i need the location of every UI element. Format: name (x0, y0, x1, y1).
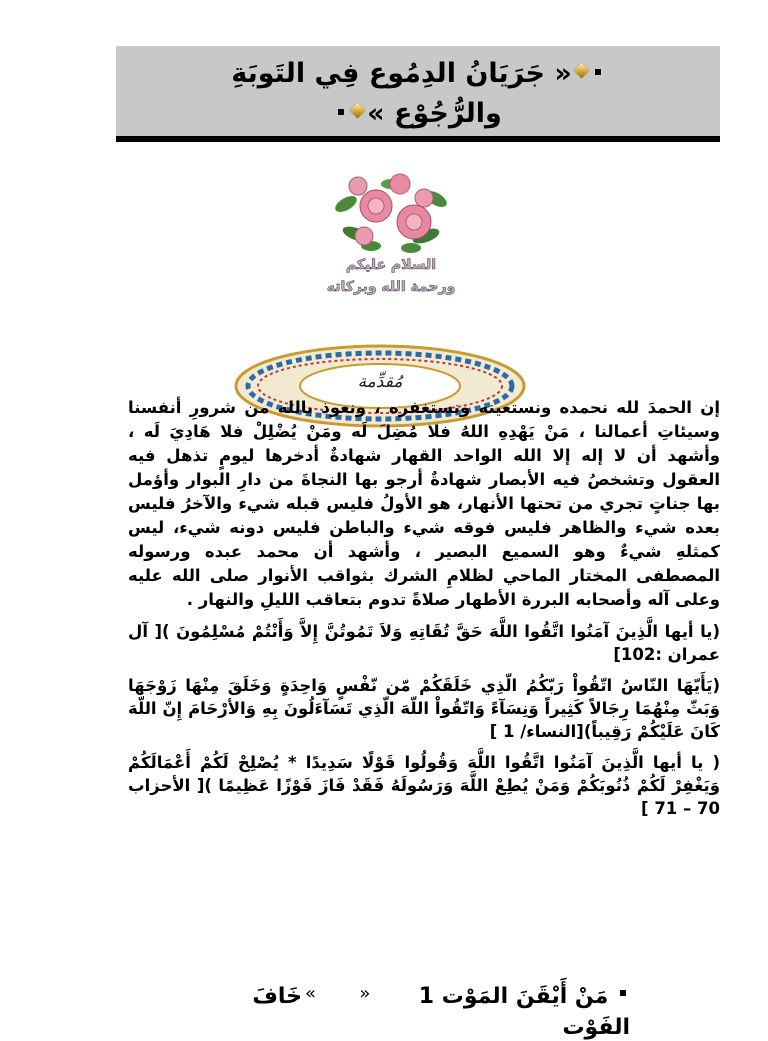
diamond-ornament-icon (573, 63, 589, 79)
square-bullet-icon (620, 990, 626, 996)
square-bullet-icon (338, 109, 344, 115)
verse-al-ahzab: ( يا أيها الَّذِينَ آمَنُوا اتَّقُوا اللَّهَ وَقُولُوا قَوْلًا سَدِيدًا * يُصْلِحْ لَكُمْ أَعْمَالَكُمْ وَيَغْفِرْ لَكُمْ ذُنُوبَكُمْ وَمَنْ يُطِعْ اللَّهَ وَرَسُولَهُ فَقَدْ فَازَ فَوْزًا عَظِيمًا )[ الأحزاب 70 – 71 ] (128, 753, 720, 818)
body-text (128, 396, 720, 820)
frame-label: مُقدِّمة (357, 372, 403, 392)
greeting-line-2: ورحمة الله وبركاته (326, 279, 456, 295)
diamond-ornament-icon (350, 103, 366, 119)
greeting-line-1: السلام عليكم (345, 257, 437, 273)
title-box (116, 46, 720, 142)
rose-blooms (349, 174, 433, 245)
section-heading-text: مَنْ أَيْقَنَ المَوْت 1 (418, 984, 609, 1009)
title-line-2 (116, 94, 720, 134)
title-line-1 (116, 54, 720, 94)
title-text-2: والرُّجُوْع » (367, 98, 502, 129)
guillemet-open: « (359, 983, 371, 1004)
section-heading-overflow: الفَوْت (562, 1015, 630, 1040)
verse-al-imran: (يا أيها الَّذِينَ آمَنُوا اتَّقُوا اللَّهَ حَقَّ تُقَاتِهِ وَلاَ تَمُوتُنَّ إِلاَّ وَأَنْتُمْ مُسْلِمُونَ )[ آل عمران :102] (128, 622, 720, 664)
section-heading (150, 976, 630, 1041)
square-bullet-icon (595, 69, 601, 75)
title-text-1: « جَرَيَانُ الدِمُوع فِي التَوبَةِ (231, 58, 572, 89)
intro-paragraph: إن الحمدَ لله نحمده ونستعينه ونستغفره ، ونعوذ بالله من شرورِ أنفسنا وسيئاتِ أعمالنا ، مَنْ يَهْدِهِ اللهُ فلا مُضِلَ لَه ومَنْ يُضْلِلْ فلا هَادِيَ لَه ، وأشهد أن لا إله إلا الله الواحد القهار شهادةٌ أدخرها ليومٍ تذهل فيه العقول وتشخصُ فيه الأبصار شهادةٌ أرجو بها النجاةَ من دارِ البوار وأؤمل بها جناتٍ تجري من تحتها الأنهار، هو الأولُ فليس قبله شيء والآخرُ فليس بعده شيء والظاهر فليس فوقه شيء والباطن فليس دونه شيء، ليس كمثلهِ شيءٌ وهو السميع البصير ، وأشهد أن محمد عبده ورسوله المصطفى المختار الماحي لظلامِ الشرك بثواقب الأنوار صلى الله عليه وعلى آله وأصحابه البررة الأطهار صلاةً تدوم بتعاقب الليلِ والنهار . (128, 398, 720, 609)
section-heading-tail: خَافَ (252, 984, 303, 1009)
greeting-text (296, 254, 486, 298)
guillemet-close: » (305, 983, 317, 1004)
verse-an-nisa: (يَأَيّهَا النّاسُ اتّقُواْ رَبّكُمُ الّذِي خَلَقَكُمْ مّن نّفْسٍ وَاحِدَةٍ وَخَلَقَ مِنْهَا زَوْجَهَا وَبَثّ مِنْهُمَا رِجَالاً كَثِيراً وَنِسَآءً وَاتّقُواْ اللّهَ الّذِي تَسَآءَلُونَ بِهِ وَالأرْحَامَ إِنّ اللّهَ كَانَ عَلَيْكُمْ رَقِيباً)[النساء/ 1 ] (128, 676, 720, 741)
